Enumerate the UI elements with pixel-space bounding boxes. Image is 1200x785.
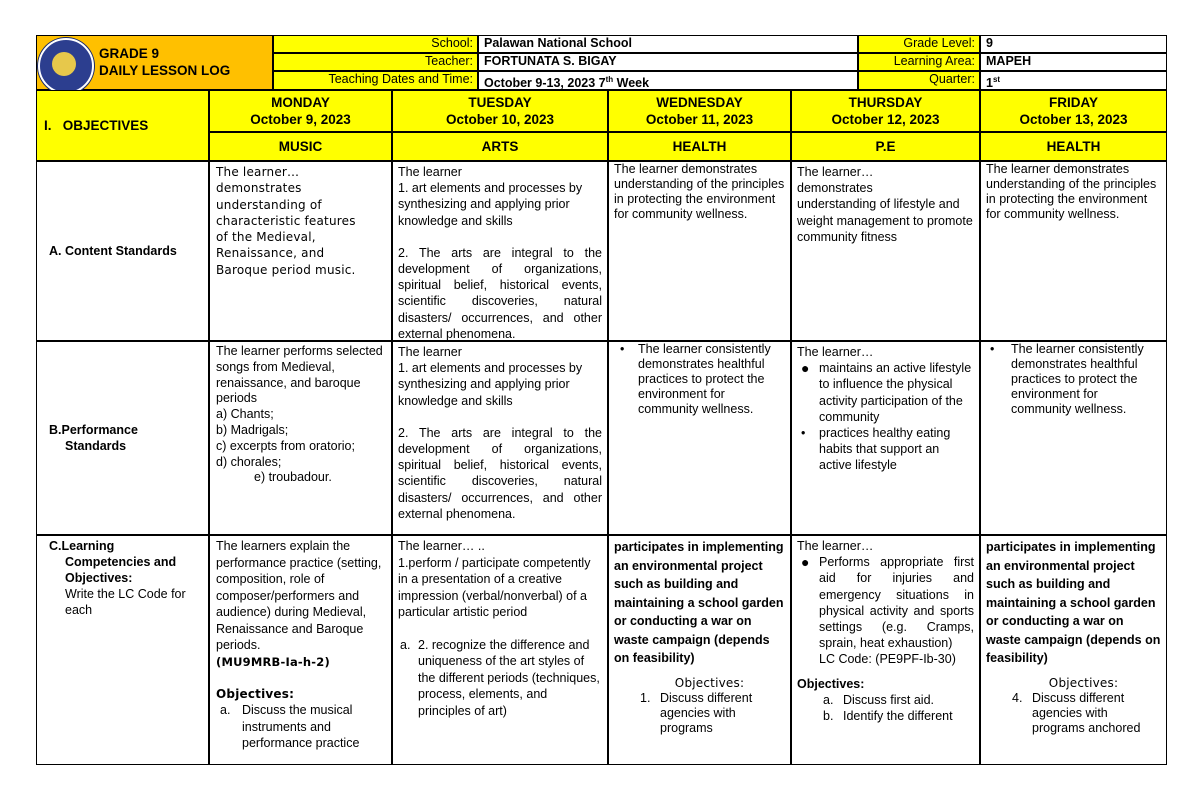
learning-thursday-code: LC Code: (PE9PF-Ib-30) [819,652,956,667]
school-value: Palawan National School [478,35,858,53]
content-tuesday-item2: 2. The arts are integral to the development of organizations, spiritual belief, historical events, scientific discoveries, natural disasters/ occurrences, and other external phenomena. [398,245,602,341]
dates-value [478,71,858,90]
performance-monday-intro: The learner performs selected songs from Medieval, renaissance, and baroque periods [216,344,383,406]
teacher-label: Teacher: [273,53,478,71]
list-marker: a. [220,703,231,718]
learning-tuesday [392,535,608,765]
performance-friday-text: The learner consistently demonstrates healthful practices to protect the environment for community wellness. [1011,342,1144,416]
performance-monday [209,341,392,535]
performance-monday-item: b) Madrigals; [216,422,289,437]
bullet-icon: • [620,342,625,356]
quarter-value [980,71,1167,90]
area-label: Learning Area: [858,53,980,71]
dates-value-tail: Week [613,76,650,91]
content-standards-label: A. Content Standards [49,244,177,258]
performance-friday-bullet [986,342,1161,417]
day-thursday [791,90,980,132]
performance-thursday-b1: maintains an active lifestyle to influence the physical activity participation of the community [819,361,972,424]
content-friday [980,161,1167,341]
content-thursday-intro: The learner… [797,165,874,179]
content-tuesday-item1: 1. art elements and processes by synthesizing and applying prior knowledge and skills [398,181,583,228]
subject-friday: HEALTH [980,132,1167,161]
content-standards-label-cell [36,161,209,341]
bullet-icon: ● [801,554,810,571]
learning-thursday-intro: The learner… [797,539,874,553]
performance-thursday-intro: The learner… [797,345,874,359]
learning-friday-objectives: Objectives: [1048,675,1119,690]
quarter-label: Quarter: [858,71,980,90]
subject-monday: MUSIC [209,132,392,161]
header-title-line2: DAILY LESSON LOG [99,63,231,78]
content-tuesday [392,161,608,341]
content-monday-line: Renaissance, and [216,246,325,261]
day-name: WEDNESDAY [656,95,743,110]
learning-tuesday-obj-a [398,637,602,720]
learning-monday [209,535,392,765]
learning-friday [980,535,1167,765]
learning-thursday-bullet [797,554,974,651]
learning-wednesday-objectives: Objectives: [674,675,745,690]
content-friday-text: The learner demonstrates understanding of the principles in protecting the environment for community wellness. [986,162,1157,221]
day-name: THURSDAY [848,95,923,110]
dates-value-main: October 9-13, 2023 7 [484,76,606,91]
day-date: October 12, 2023 [831,112,940,127]
deped-seal-logo [38,38,94,94]
performance-tuesday [392,341,608,535]
learning-competencies-label-cell [36,535,209,765]
learning-thursday [791,535,980,765]
performance-label-letter: B. [49,423,62,437]
day-date: October 9, 2023 [250,112,351,127]
content-monday-line: of the Medieval, [216,230,316,245]
grade-label: Grade Level: [858,35,980,53]
performance-tuesday-intro: The learner [398,345,462,359]
bullet-icon: ● [801,360,810,377]
day-name: FRIDAY [1048,95,1098,110]
performance-friday [980,341,1167,535]
learning-tuesday-item1: 1.perform / participate competently in a presentation of a creative impression (verbal/nonverbal) of a particular artistic period [398,555,591,619]
day-name: TUESDAY [468,95,532,110]
day-date: October 13, 2023 [1019,112,1128,127]
learning-thursday-objectives: Objectives: [797,676,865,691]
list-marker: b. [823,709,834,724]
learning-label-word2: Competencies and [65,555,177,569]
subject-tuesday: ARTS [392,132,608,161]
learning-label-word1: Learning [61,539,115,553]
performance-tuesday-item2: 2. The arts are integral to the development of organizations, spiritual belief, historical events, scientific discoveries, natural disasters/ occurrences, and other external phenomena. [398,425,602,521]
performance-standards-label-cell [36,341,209,535]
performance-thursday [791,341,980,535]
learning-monday-obj-a [216,702,386,752]
list-marker: 1. [640,690,651,705]
learning-label-letter: C. [49,539,62,553]
learning-wednesday-obj-1 [614,691,785,736]
performance-standards-label [49,422,138,454]
learning-monday-objectives: Objectives: [216,686,295,701]
grade-value: 9 [980,35,1167,53]
content-thursday [791,161,980,341]
performance-tuesday-item1: 1. art elements and processes by synthesizing and applying prior knowledge and skills [398,361,583,408]
performance-thursday-b2: practices healthy eating habits that support an active lifestyle [819,426,951,473]
learning-thursday-obj-a [797,692,974,708]
subject-wednesday: HEALTH [608,132,791,161]
list-marker: a. [823,692,834,707]
objectives-heading-cell [36,90,209,161]
performance-monday-item: e) troubadour. [254,470,332,485]
content-wednesday [608,161,791,341]
performance-thursday-bullet2 [797,425,974,474]
learning-label-note: Write the LC Code for each [65,587,186,617]
learning-thursday-b1: Performs appropriate first aid for injuries and emergency situations in physical activity and sports settings (e.g. Cramps, sprain, heat exhaustion) [819,555,974,651]
list-marker: 4. [1012,690,1023,705]
content-thursday-verb: demonstrates [797,181,873,196]
quarter-value-main: 1 [986,76,993,91]
performance-label-word2: Standards [65,439,127,453]
teacher-value: FORTUNATA S. BIGAY [478,53,858,71]
performance-label-word1: Performance [61,423,138,437]
performance-monday-item: d) chorales; [216,454,282,469]
learning-thursday-obj-b [797,708,974,724]
day-monday [209,90,392,132]
quarter-value-sup: st [992,75,1001,84]
content-tuesday-intro: The learner [398,165,462,179]
learning-thursday-obj-b-text: Identify the different [843,709,953,724]
dates-label: Teaching Dates and Time: [273,71,478,90]
content-monday-line: The learner… [216,165,300,179]
content-monday [209,161,392,341]
bullet-icon: • [801,426,806,441]
day-friday [980,90,1167,132]
content-monday-line: demonstrates [216,181,302,196]
performance-monday-item: c) excerpts from oratorio; [216,438,355,453]
learning-friday-text: participates in implementing an environmental project such as building and maintaining a school garden or conducting a war on waste campaign (depends on feasibility) [986,540,1161,665]
day-name: MONDAY [271,95,330,110]
learning-competencies-label [49,538,205,618]
content-monday-line: characteristic features [216,213,356,228]
header-title [99,45,230,79]
area-value: MAPEH [980,53,1167,71]
learning-tuesday-obj-a-text: 2. recognize the difference and uniqueness of the art styles of the different periods (techniques, process, elements, and principles of art) [418,637,600,718]
learning-monday-code: (MU9MRB-Ia-h-2) [216,654,330,669]
subject-thursday: P.E [791,132,980,161]
content-thursday-text: understanding of lifestyle and weight management to promote community fitness [797,197,973,244]
learning-wednesday [608,535,791,765]
performance-wednesday-bullet [614,342,785,417]
learning-friday-obj-4-text: Discuss different agencies with programs anchored [1032,690,1141,735]
performance-thursday-bullet1 [797,360,974,425]
day-date: October 11, 2023 [645,112,754,127]
content-wednesday-text: The learner demonstrates understanding of the principles in protecting the environment for community wellness. [614,162,785,221]
learning-tuesday-intro: The learner… .. [398,539,485,553]
learning-wednesday-obj-1-text: Discuss different agencies with programs [660,690,753,735]
learning-monday-text: The learners explain the performance practice (setting, composition, role of composer/performers and audience) during Medieval, Renaissance and Baroque periods. [216,539,382,652]
content-monday-line: understanding of [216,197,322,212]
header-title-line1: GRADE 9 [99,46,160,61]
content-monday-line: Baroque period music. [216,262,356,277]
objectives-heading: I. OBJECTIVES [44,118,149,133]
day-date: October 10, 2023 [445,112,555,127]
day-wednesday [608,90,791,132]
dates-value-sup: th [605,75,614,84]
performance-wednesday-text: The learner consistently demonstrates healthful practices to protect the environment for community wellness. [638,342,771,416]
performance-monday-item: a) Chants; [216,407,274,422]
learning-wednesday-text: participates in implementing an environmental project such as building and maintaining a school garden or conducting a war on waste campaign (depends on feasibility) [614,540,784,665]
performance-wednesday [608,341,791,535]
learning-thursday-obj-a-text: Discuss first aid. [843,692,934,707]
day-tuesday [392,90,608,132]
school-label: School: [273,35,478,53]
bullet-icon: • [990,342,995,356]
learning-label-word3: Objectives: [65,571,133,585]
learning-monday-obj-a-text: Discuss the musical instruments and performance practice [242,703,360,751]
learning-friday-obj-4 [986,691,1161,736]
list-marker: a. [400,637,411,652]
